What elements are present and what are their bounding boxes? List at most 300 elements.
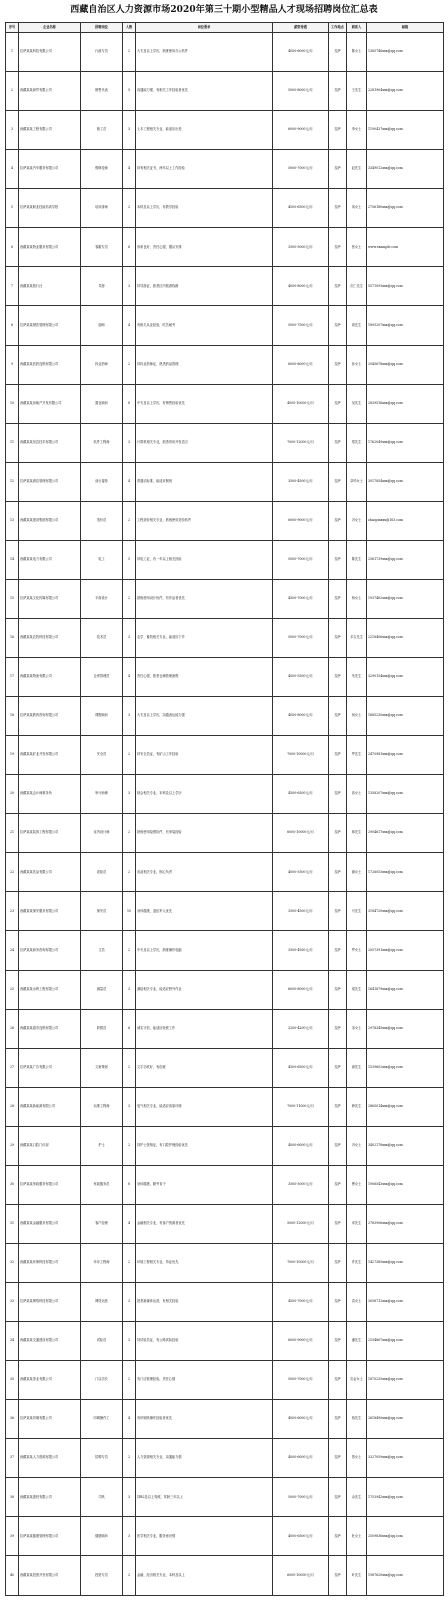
cell-company: 西藏某某信息技术有限公司	[19, 423, 81, 462]
table-row	[6, 189, 444, 228]
cell-count: 2	[123, 1243, 136, 1282]
cell-count: 3	[123, 970, 136, 1009]
cell-contact: 宋女士	[347, 1009, 367, 1048]
table-row	[6, 814, 444, 853]
table-row	[6, 111, 444, 150]
cell-salary: 3500-4500元/月	[273, 931, 329, 970]
cell-email: 3349012xxx@qq.com	[367, 150, 444, 189]
table-row	[6, 267, 444, 306]
page-title: 西藏自治区人力资源市场2020年第三十期小型精品人才现场招聘岗位汇总表	[70, 5, 378, 15]
cell-company: 西藏某某饮品有限公司	[19, 853, 81, 892]
cell-company: 西藏某某水利工程有限公司	[19, 970, 81, 1009]
cell-requirement: 财会相关专业，本科及以上学历	[136, 775, 273, 814]
cell-email: 1685230xxx@qq.com	[367, 697, 444, 736]
cell-company: 拉萨某某商务咨询有限公司	[19, 931, 81, 970]
cell-company: 西藏某某保安服务有限公司	[19, 892, 81, 931]
cell-contact: 邓先生	[347, 1204, 367, 1243]
cell-no: 16	[6, 618, 19, 657]
cell-company: 西藏某某房地产开发有限公司	[19, 384, 81, 423]
cell-salary: 6000-8000元/月	[273, 970, 329, 1009]
cell-email: 1726053xxx@qq.com	[367, 853, 444, 892]
cell-post: 客服专员	[81, 228, 123, 267]
cell-requirement: 持试验员证，有公路试验经验	[136, 1322, 273, 1361]
table-row	[6, 384, 444, 423]
table-row	[6, 1048, 444, 1087]
cell-company: 西藏某某人力资源有限公司	[19, 1439, 81, 1478]
cell-count: 2	[123, 814, 136, 853]
cell-count: 2	[123, 1048, 136, 1087]
cell-requirement: 土木工程相关专业，能适应出差	[136, 111, 273, 150]
cell-contact: 许先生	[347, 1243, 367, 1282]
cell-location: 拉萨	[329, 1048, 347, 1087]
cell-contact: 杜女士	[347, 1517, 367, 1556]
cell-location: 拉萨	[329, 814, 347, 853]
cell-email: 1641879xxx@qq.com	[367, 970, 444, 1009]
cell-email: 3056712xxx@qq.com	[367, 1283, 444, 1322]
cell-requirement: 责任心强，熟悉仓储管理流程	[136, 658, 273, 697]
cell-post: 健康顾问	[81, 1517, 123, 1556]
cell-salary: 4000-10000元/月	[273, 384, 329, 423]
table-row	[6, 775, 444, 814]
col-header-company: 企业名称	[19, 23, 81, 33]
cell-requirement: 测绘相关专业，能适应野外作业	[136, 970, 273, 1009]
cell-post: 投资专员	[81, 1556, 123, 1596]
cell-location: 拉萨	[329, 150, 347, 189]
cell-post: 室内设计师	[81, 814, 123, 853]
cell-company: 拉萨某某文化传媒有限公司	[19, 579, 81, 618]
cell-salary: 5000-7500元/月	[273, 306, 329, 345]
cell-contact: 林先生	[347, 814, 367, 853]
table-row	[6, 1478, 444, 1517]
cell-count: 5	[123, 540, 136, 579]
cell-salary: 5000-7000元/月	[273, 618, 329, 657]
cell-requirement: 身体健康，勤劳肯干	[136, 1165, 273, 1204]
cell-no: 11	[6, 423, 19, 462]
cell-contact: 韩先生	[347, 1087, 367, 1126]
cell-contact: 谢女士	[347, 853, 367, 892]
cell-email: 3290154xxx@qq.com	[367, 658, 444, 697]
cell-salary: 3500-4500元/月	[273, 462, 329, 501]
cell-requirement: 工程造价相关专业，熟练使用造价软件	[136, 501, 273, 540]
cell-no: 20	[6, 775, 19, 814]
cell-count: 8	[123, 384, 136, 423]
cell-location: 拉萨	[329, 345, 347, 384]
cell-requirement: 有相关从业经验，吃苦耐劳	[136, 306, 273, 345]
cell-count: 4	[123, 1400, 136, 1439]
cell-no: 7	[6, 267, 19, 306]
cell-contact: 杨女士	[347, 579, 367, 618]
cell-email: 1762049xxx@qq.com	[367, 423, 444, 462]
cell-salary: 4000-6000元/月	[273, 1439, 329, 1478]
cell-location: 拉萨	[329, 501, 347, 540]
cell-email: 1893207xxx@qq.com	[367, 306, 444, 345]
cell-contact: 多吉先生	[347, 618, 367, 657]
table-body	[6, 33, 444, 1596]
table-row	[6, 33, 444, 72]
table-row	[6, 501, 444, 540]
table-row	[6, 1517, 444, 1556]
col-header-no: 序号	[6, 23, 19, 33]
cell-requirement: 金融相关专业，有客户资源者优先	[136, 1204, 273, 1243]
cell-contact: 郑先生	[347, 423, 367, 462]
cell-company: 西藏某某口腔门诊部	[19, 1126, 81, 1165]
cell-count: 2	[123, 853, 136, 892]
cell-email: 2194867xxx@qq.com	[367, 1322, 444, 1361]
cell-requirement: 持导游证，熟悉区内旅游线路	[136, 267, 273, 306]
cell-requirement: 农学、畜牧相关专业，能适应下乡	[136, 618, 273, 657]
cell-requirement: 人力资源相关专业，沟通能力强	[136, 1439, 273, 1478]
cell-no: 9	[6, 345, 19, 384]
cell-requirement: 普通话标准，能适应倒班	[136, 462, 273, 501]
cell-location: 拉萨	[329, 618, 347, 657]
cell-no: 5	[6, 189, 19, 228]
col-header-count: 人数	[123, 23, 136, 33]
cell-location: 拉萨	[329, 384, 347, 423]
cell-location: 拉萨	[329, 1322, 347, 1361]
table-header-row	[6, 23, 444, 33]
cell-location: 拉萨	[329, 697, 347, 736]
cell-post: 行政专员	[81, 33, 123, 72]
cell-email: 2618490xxx@qq.com	[367, 1400, 444, 1439]
cell-company: 西藏某某超市连锁有限公司	[19, 1009, 81, 1048]
table-row	[6, 1283, 444, 1322]
cell-salary: 7000-10000元/月	[273, 736, 329, 775]
cell-contact: 朱先生	[347, 658, 367, 697]
cell-post: 维修技师	[81, 150, 123, 189]
cell-count: 2	[123, 345, 136, 384]
cell-count: 10	[123, 892, 136, 931]
cell-no: 3	[6, 111, 19, 150]
cell-company: 拉萨某某汽车服务有限公司	[19, 150, 81, 189]
cell-requirement: 诚实守信，能适应轮班工作	[136, 1009, 273, 1048]
cell-requirement: 环境工程相关专业，持证优先	[136, 1243, 273, 1282]
cell-count: 5	[123, 72, 136, 111]
cell-email: 1385746xxx@qq.com	[367, 33, 444, 72]
cell-no: 8	[6, 306, 19, 345]
cell-requirement: 持护士资格证，有口腔护理经验优先	[136, 1126, 273, 1165]
cell-post: 培训讲师	[81, 189, 123, 228]
cell-no: 1	[6, 33, 19, 72]
cell-contact: 潘先生	[347, 1322, 367, 1361]
cell-location: 拉萨	[329, 1126, 347, 1165]
cell-requirement: 本科及以上学历，有教学经验	[136, 189, 273, 228]
cell-post: 保安员	[81, 892, 123, 931]
cell-email: 1753942xxx@qq.com	[367, 1478, 444, 1517]
cell-email: 1358207xxx@qq.com	[367, 775, 444, 814]
cell-post: 测量员	[81, 970, 123, 1009]
cell-location: 拉萨	[329, 1400, 347, 1439]
cell-location: 拉萨	[329, 1243, 347, 1282]
cell-post: 执业药师	[81, 345, 123, 384]
cell-post: 销售代表	[81, 72, 123, 111]
cell-count: 4	[123, 658, 136, 697]
cell-contact: 次仁先生	[347, 267, 367, 306]
cell-salary: 3200-4200元/月	[273, 1009, 329, 1048]
cell-location: 拉萨	[329, 579, 347, 618]
cell-email: 2904617xxx@qq.com	[367, 814, 444, 853]
cell-no: 12	[6, 462, 19, 501]
col-header-email: 邮箱	[367, 23, 444, 33]
cell-contact: 刘女士	[347, 189, 367, 228]
cell-company: 西藏某某金融服务有限公司	[19, 1204, 81, 1243]
cell-location: 拉萨	[329, 931, 347, 970]
cell-requirement: 中专及以上学历，熟练操作电脑	[136, 931, 273, 970]
cell-requirement: 金融、经济相关专业，本科及以上	[136, 1556, 273, 1596]
cell-count: 2	[123, 1361, 136, 1400]
cell-no: 14	[6, 540, 19, 579]
cell-company: 拉萨某某餐饮管理有限公司	[19, 306, 81, 345]
cell-contact: 央金女士	[347, 1361, 367, 1400]
cell-salary: 7000-11000元/月	[273, 1087, 329, 1126]
cell-post: 收银员	[81, 1009, 123, 1048]
cell-no: 28	[6, 1087, 19, 1126]
cell-no: 27	[6, 1048, 19, 1087]
cell-company: 西藏某某建材有限公司	[19, 1478, 81, 1517]
cell-count: 2	[123, 931, 136, 970]
cell-count: 3	[123, 1087, 136, 1126]
col-header-requirement: 岗位要求	[136, 23, 273, 33]
cell-salary: 4000-6000元/月	[273, 1400, 329, 1439]
cell-count: 2	[123, 1556, 136, 1596]
cell-count: 3	[123, 111, 136, 150]
cell-company: 拉萨某某网络科技有限公司	[19, 1283, 81, 1322]
cell-no: 33	[6, 1283, 19, 1322]
table-row	[6, 697, 444, 736]
cell-company: 拉萨某某印刷有限公司	[19, 1400, 81, 1439]
cell-requirement: 大专及以上学历，沟通表达能力强	[136, 697, 273, 736]
cell-requirement: 身体健康，退伍军人优先	[136, 892, 273, 931]
cell-email: zhaopinxxx@163.com	[367, 501, 444, 540]
cell-email: 1987620xxx@qq.com	[367, 1556, 444, 1596]
cell-company: 拉萨某某教育咨询有限公司	[19, 697, 81, 736]
cell-email: www.example.com	[367, 228, 444, 267]
cell-salary: 5000-8000元/月	[273, 72, 329, 111]
cell-post: 运维工程师	[81, 1087, 123, 1126]
cell-company: 西藏某某新能源有限公司	[19, 1087, 81, 1126]
table-row	[6, 306, 444, 345]
table-row	[6, 1204, 444, 1243]
cell-no: 13	[6, 501, 19, 540]
cell-no: 31	[6, 1204, 19, 1243]
cell-requirement: 持B2及以上驾照，驾龄三年以上	[136, 1478, 273, 1517]
table-row	[6, 618, 444, 657]
cell-contact: 罗先生	[347, 736, 367, 775]
cell-email: 2756180xxx@qq.com	[367, 189, 444, 228]
cell-no: 29	[6, 1126, 19, 1165]
table-row	[6, 1322, 444, 1361]
cell-count: 2	[123, 33, 136, 72]
cell-count: 3	[123, 1478, 136, 1517]
cell-salary: 6000-9000元/月	[273, 1322, 329, 1361]
col-header-post: 招聘岗位	[81, 23, 123, 33]
cell-post: 招聘专员	[81, 1439, 123, 1478]
cell-requirement: 中专及以上学历，有销售经验优先	[136, 384, 273, 423]
cell-company: 拉萨某某家政服务有限公司	[19, 1165, 81, 1204]
cell-no: 39	[6, 1517, 19, 1556]
cell-salary: 3500-5000元/月	[273, 1165, 329, 1204]
table-row	[6, 970, 444, 1009]
cell-location: 拉萨	[329, 970, 347, 1009]
cell-company: 西藏某某交通建设有限公司	[19, 1322, 81, 1361]
cell-post: 网络运营	[81, 1283, 123, 1322]
cell-company: 西藏某某医药连锁有限公司	[19, 345, 81, 384]
cell-count: 2	[123, 189, 136, 228]
table-row	[6, 462, 444, 501]
cell-requirement: 持安全员证，有矿山工作经验	[136, 736, 273, 775]
cell-count: 3	[123, 697, 136, 736]
cell-location: 拉萨	[329, 540, 347, 579]
cell-email: 5571093xxx@qq.com	[367, 267, 444, 306]
cell-email: 3184720xxx@qq.com	[367, 892, 444, 931]
cell-company: 拉萨某某广告有限公司	[19, 1048, 81, 1087]
cell-post: 审计助理	[81, 775, 123, 814]
cell-post: 文案策划	[81, 1048, 123, 1087]
cell-post: 仓库管理员	[81, 658, 123, 697]
cell-post: 厨师	[81, 306, 123, 345]
cell-no: 25	[6, 970, 19, 1009]
cell-post: 置业顾问	[81, 384, 123, 423]
cell-location: 拉萨	[329, 1478, 347, 1517]
cell-requirement: 熟练使用绘图软件，有家装经验	[136, 814, 273, 853]
cell-count: 4	[123, 150, 136, 189]
cell-post: 门店店长	[81, 1361, 123, 1400]
cell-requirement: 计算机相关专业，熟悉常用开发语言	[136, 423, 273, 462]
cell-salary: 3500-5000元/月	[273, 228, 329, 267]
cell-company: 西藏某某茶业有限公司	[19, 1361, 81, 1400]
cell-location: 拉萨	[329, 306, 347, 345]
cell-contact: 孙女士	[347, 345, 367, 384]
cell-contact: 李女士	[347, 111, 367, 150]
cell-salary: 4500-7000元/月	[273, 579, 329, 618]
cell-salary: 4000-8000元/月	[273, 697, 329, 736]
cell-salary: 4000-6000元/月	[273, 33, 329, 72]
cell-post: 家政服务员	[81, 1165, 123, 1204]
cell-post: 软件工程师	[81, 423, 123, 462]
cell-requirement: 医学相关专业，服务意识强	[136, 1517, 273, 1556]
cell-location: 拉萨	[329, 1009, 347, 1048]
cell-no: 26	[6, 1009, 19, 1048]
table-row	[6, 228, 444, 267]
cell-salary: 4500-7000元/月	[273, 1283, 329, 1322]
cell-location: 拉萨	[329, 892, 347, 931]
cell-count: 2	[123, 501, 136, 540]
cell-email: 3327059xxx@qq.com	[367, 1439, 444, 1478]
cell-no: 37	[6, 1439, 19, 1478]
cell-no: 23	[6, 892, 19, 931]
cell-count: 4	[123, 306, 136, 345]
cell-company: 西藏某某会计师事务所	[19, 775, 81, 814]
cell-no: 40	[6, 1556, 19, 1596]
table-row	[6, 931, 444, 970]
cell-no: 21	[6, 814, 19, 853]
cell-salary: 3500-4500元/月	[273, 892, 329, 931]
cell-email: 2281904xxx@qq.com	[367, 72, 444, 111]
cell-salary: 6000-9000元/月	[273, 501, 329, 540]
table-row	[6, 423, 444, 462]
cell-company: 西藏某某物业服务有限公司	[19, 228, 81, 267]
table-row	[6, 1400, 444, 1439]
cell-post: 施工员	[81, 111, 123, 150]
cell-post: 环评工程师	[81, 1243, 123, 1282]
cell-email: 2057391xxx@qq.com	[367, 931, 444, 970]
cell-no: 18	[6, 697, 19, 736]
cell-requirement: 持有相关证书，两年以上工作经验	[136, 150, 273, 189]
cell-contact: 陈先生	[347, 540, 367, 579]
cell-contact: 叶先生	[347, 1556, 367, 1596]
cell-count: 2	[123, 736, 136, 775]
cell-post: 试验员	[81, 1322, 123, 1361]
cell-requirement: 熟悉新媒体运营，有相关经验	[136, 1283, 273, 1322]
cell-contact: 冯女士	[347, 1126, 367, 1165]
cell-no: 22	[6, 853, 19, 892]
table-row	[6, 1243, 444, 1282]
table-row	[6, 1556, 444, 1596]
cell-count: 2	[123, 579, 136, 618]
cell-email: 1539602xxx@qq.com	[367, 1048, 444, 1087]
table-row	[6, 1439, 444, 1478]
cell-contact: 蔡女士	[347, 1439, 367, 1478]
cell-location: 拉萨	[329, 1517, 347, 1556]
cell-salary: 6000-9000元/月	[273, 111, 329, 150]
cell-no: 6	[6, 228, 19, 267]
cell-post: 技术员	[81, 618, 123, 657]
cell-email: 2045678xxx@qq.com	[367, 345, 444, 384]
cell-salary: 7000-10000元/月	[273, 1243, 329, 1282]
cell-requirement: 有门店管理经验，责任心强	[136, 1361, 273, 1400]
cell-post: 文员	[81, 931, 123, 970]
cell-salary: 4500-6500元/月	[273, 189, 329, 228]
cell-post: 印刷操作工	[81, 1400, 123, 1439]
cell-requirement: 食品相关专业，细心负责	[136, 853, 273, 892]
cell-email: 2509836xxx@qq.com	[367, 1517, 444, 1556]
cell-count: 2	[123, 1126, 136, 1165]
table-row	[6, 579, 444, 618]
cell-salary: 4000-5500元/月	[273, 658, 329, 697]
cell-post: 护士	[81, 1126, 123, 1165]
cell-email: 1906543xxx@qq.com	[367, 1165, 444, 1204]
table-row	[6, 892, 444, 931]
cell-salary: 4500-6500元/月	[273, 775, 329, 814]
cell-email: 1870235xxx@qq.com	[367, 1361, 444, 1400]
cell-post: 电工	[81, 540, 123, 579]
cell-company: 西藏某某旅行社	[19, 267, 81, 306]
cell-location: 拉萨	[329, 775, 347, 814]
cell-contact: 梁先生	[347, 970, 367, 1009]
cell-company: 拉萨某某科技有限公司	[19, 33, 81, 72]
cell-no: 34	[6, 1322, 19, 1361]
cell-company: 拉萨某某酒店管理有限公司	[19, 462, 81, 501]
cell-no: 4	[6, 150, 19, 189]
cell-email: 3017854xxx@qq.com	[367, 462, 444, 501]
cell-location: 拉萨	[329, 1439, 347, 1478]
cell-no: 17	[6, 658, 19, 697]
cell-salary: 6000-8000元/月	[273, 345, 329, 384]
cell-company: 西藏某某电力有限公司	[19, 540, 81, 579]
cell-count: 3	[123, 1283, 136, 1322]
cell-email: 2865014xxx@qq.com	[367, 1087, 444, 1126]
cell-location: 拉萨	[329, 736, 347, 775]
cell-requirement: 沟通能力强，有相关工作经验者优先	[136, 72, 273, 111]
cell-location: 拉萨	[329, 1283, 347, 1322]
cell-contact: 周先生	[347, 306, 367, 345]
cell-count: 3	[123, 1517, 136, 1556]
cell-salary: 7000-12000元/月	[273, 423, 329, 462]
cell-company: 西藏某某农牧科技有限公司	[19, 618, 81, 657]
cell-post: 造价员	[81, 501, 123, 540]
cell-count: 3	[123, 267, 136, 306]
cell-email: 2978345xxx@qq.com	[367, 1009, 444, 1048]
table-row	[6, 1087, 444, 1126]
